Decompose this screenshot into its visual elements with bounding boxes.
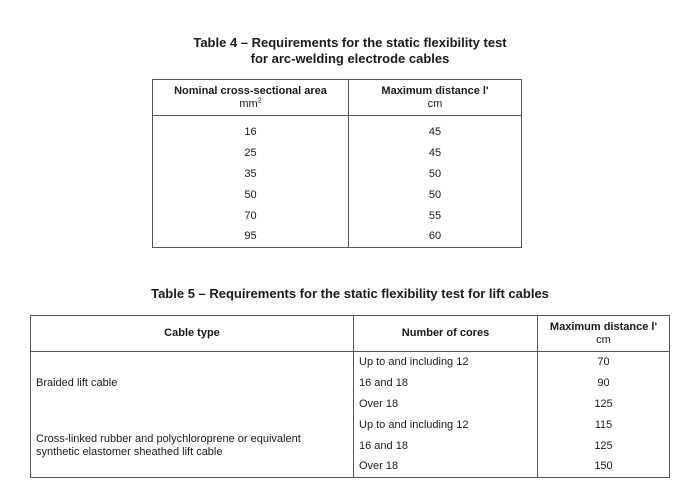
table-row: [31, 414, 670, 435]
table4-title-line2: for arc-welding electrode cables: [250, 51, 450, 66]
table-row: [153, 164, 522, 185]
distance-cell: 125: [594, 439, 613, 452]
cable-type-line: synthetic elastomer sheathed lift cable: [36, 445, 223, 458]
area-cell: 50: [153, 184, 349, 205]
table4-header-area: [153, 80, 349, 116]
table5-header-row: [31, 316, 670, 352]
distance-cell: 45: [428, 147, 442, 160]
area-cell: 95: [153, 226, 349, 247]
area-cell: 70: [153, 205, 349, 226]
table5-header-distance-unit: cm: [596, 333, 611, 346]
table-row: [153, 205, 522, 226]
area-cell: 35: [153, 164, 349, 185]
distance-cell: 50: [428, 167, 442, 180]
distance-cell: 60: [428, 230, 442, 243]
distance-cell: 150: [594, 460, 613, 473]
cores-cell: Over 18: [354, 394, 538, 415]
table5-header-cable-type: Cable type: [31, 316, 354, 352]
table5-header-distance-label: Maximum distance l': [549, 320, 658, 333]
distance-cell: 50: [428, 188, 442, 201]
table-row: [31, 352, 670, 373]
table5-header-cores: Number of cores: [354, 316, 538, 352]
area-cell: 16: [153, 116, 349, 143]
table-row: [153, 184, 522, 205]
cores-cell: 16 and 18: [354, 435, 538, 456]
cable-type-cell: [31, 352, 354, 415]
table4-header-area-unit: $mm^2$: [239, 96, 262, 110]
distance-cell: 90: [597, 377, 610, 390]
table5: [30, 315, 670, 478]
table4-title: [0, 35, 700, 67]
cores-cell: 16 and 18: [354, 373, 538, 394]
table-row: [153, 143, 522, 164]
area-cell: 25: [153, 143, 349, 164]
table-row: [153, 226, 522, 247]
distance-cell: 70: [597, 356, 610, 369]
cores-cell: Up to and including 12: [354, 352, 538, 373]
table5-title: Table 5 – Requirements for the static flexibility test for lift cables: [151, 286, 549, 301]
cores-cell: Over 18: [354, 456, 538, 477]
table4-header-area-label: Nominal cross-sectional area: [174, 84, 327, 97]
table4-header-distance-label: Maximum distance l': [381, 84, 489, 97]
distance-cell: 55: [428, 209, 442, 222]
table5-header-distance: [538, 316, 670, 352]
cores-cell: Up to and including 12: [354, 414, 538, 435]
table4: [152, 79, 522, 248]
cable-type-cell: [31, 414, 354, 477]
table4-header-distance-unit: cm: [427, 97, 443, 110]
table-row: [153, 116, 522, 143]
cable-type-line: Braided lift cable: [36, 376, 118, 389]
cable-type-line: Cross-linked rubber and polychloroprene or equivalent: [36, 432, 301, 445]
table4-header-distance: [349, 80, 522, 116]
distance-cell: 115: [594, 418, 613, 431]
table4-title-line1: Table 4 – Requirements for the static flexibility test: [193, 35, 507, 50]
table4-header-row: [153, 80, 522, 116]
distance-cell: 45: [428, 126, 442, 139]
distance-cell: 125: [594, 397, 613, 410]
